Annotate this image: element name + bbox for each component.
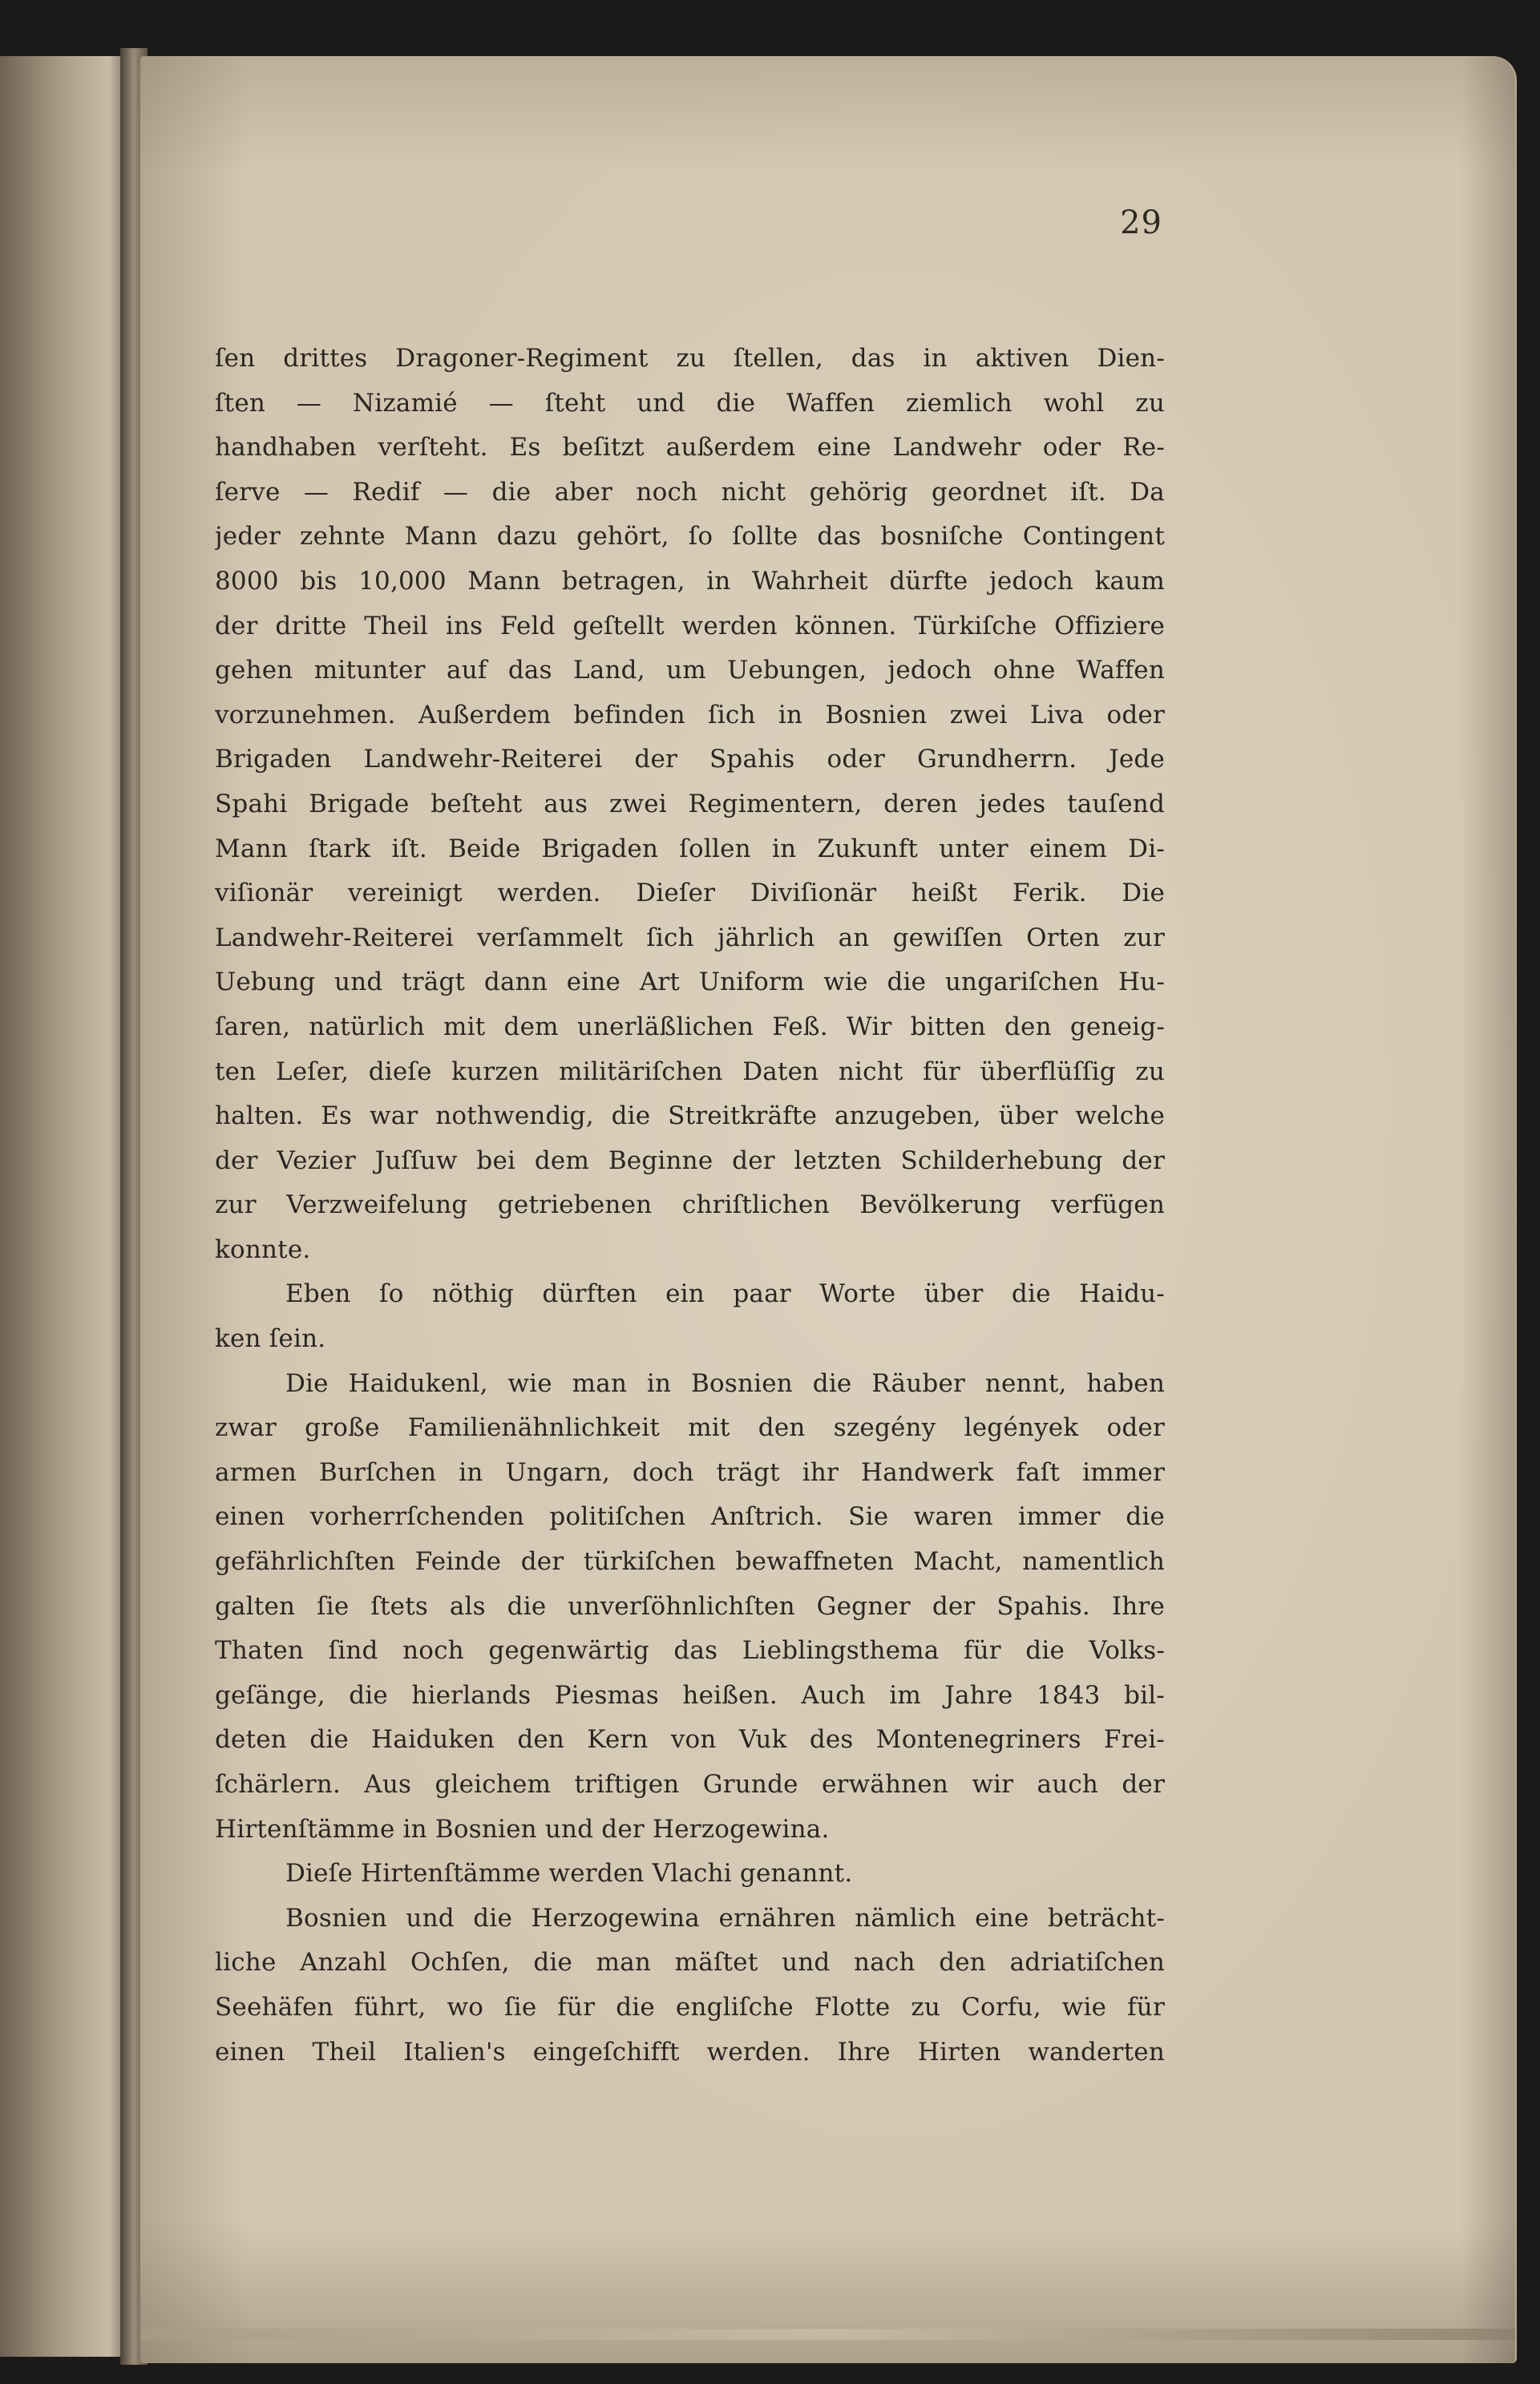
left-page-edge xyxy=(0,56,128,2357)
text-line: einen Theil Italien's eingeſchifft werden. Ihre Hirten wanderten xyxy=(215,2037,1165,2067)
text-line: Seehäfen führt, wo ſie für die engliſche Flotte zu Corfu, wie für xyxy=(215,1992,1165,2022)
text-line: Mann ſtark iſt. Beide Brigaden ſollen in Zukunft unter einem Di- xyxy=(215,834,1165,863)
text-line: halten. Es war nothwendig, die Streitkräfte anzugeben, über welche xyxy=(215,1101,1165,1131)
text-line: jeder zehnte Mann dazu gehört, ſo ſollte das bosniſche Contingent xyxy=(215,522,1165,552)
page-number: 29 xyxy=(1120,204,1162,241)
text-line: Hirtenſtämme in Bosnien und der Herzogewina. xyxy=(215,1814,830,1844)
text-line: ſen drittes Dragoner-Regiment zu ſtellen, das in aktiven Dien- xyxy=(215,344,1165,373)
text-line: gefährlichſten Feinde der türkiſchen bewaffneten Macht, namentlich xyxy=(215,1547,1165,1577)
text-line: der Vezier Juſſuw bei dem Beginne der letzten Schilderhebung der xyxy=(215,1146,1165,1175)
text-line: deten die Haiduken den Kern von Vuk des Montenegriners Frei- xyxy=(215,1725,1165,1755)
text-line: ten Leſer, dieſe kurzen militäriſchen Daten nicht für überflüſſig zu xyxy=(215,1057,1165,1086)
text-line: einen vorherrſchenden politiſchen Anſtrich. Sie waren immer die xyxy=(215,1502,1165,1532)
text-line: konnte. xyxy=(215,1234,311,1264)
body-text xyxy=(215,337,1165,2075)
text-line: vorzunehmen. Außerdem befinden ſich in Bosnien zwei Liva oder xyxy=(215,700,1165,729)
text-line: liche Anzahl Ochſen, die man mäſtet und nach den adriatiſchen xyxy=(215,1948,1165,1978)
page-bottom-edge xyxy=(140,2329,1515,2340)
text-line: zwar große Familienähnlichkeit mit den szegény legények oder xyxy=(215,1413,1165,1443)
text-line: Thaten ſind noch gegenwärtig das Lieblingsthema für die Volks- xyxy=(215,1636,1165,1666)
text-line: Uebung und trägt dann eine Art Uniform wie die ungariſchen Hu- xyxy=(215,968,1165,997)
text-line: der dritte Theil ins Feld geſtellt werden können. Türkiſche Offiziere xyxy=(215,611,1165,640)
text-line: ſerve — Redif — die aber noch nicht gehörig geordnet iſt. Da xyxy=(215,477,1165,507)
text-line: 8000 bis 10,000 Mann betragen, in Wahrheit dürfte jedoch kaum xyxy=(215,566,1165,596)
text-line: Brigaden Landwehr-Reiterei der Spahis oder Grundherrn. Jede xyxy=(215,745,1165,774)
text-line: ken ſein. xyxy=(215,1324,326,1354)
text-line: handhaben verſteht. Es beſitzt außerdem eine Landwehr oder Re- xyxy=(215,433,1165,463)
text-line: Dieſe Hirtenſtämme werden Vlachi genannt. xyxy=(285,1859,853,1889)
text-line: ſten — Nizamié — ſteht und die Waffen ziemlich wohl zu xyxy=(215,388,1165,418)
text-line: Spahi Brigade beſteht aus zwei Regimentern, deren jedes tauſend xyxy=(215,789,1165,818)
text-line: zur Verzweifelung getriebenen chriſtlichen Bevölkerung verfügen xyxy=(215,1190,1165,1220)
text-line: Eben ſo nöthig dürften ein paar Worte über die Haidu- xyxy=(285,1279,1165,1309)
text-line: Bosnien und die Herzogewina ernähren nämlich eine beträcht- xyxy=(285,1903,1165,1933)
text-line: geſänge, die hierlands Piesmas heißen. Auch im Jahre 1843 bil- xyxy=(215,1680,1165,1710)
text-line: Die Haidukenl, wie man in Bosnien die Räuber nennt, haben xyxy=(285,1368,1165,1398)
text-line: viſionär vereinigt werden. Dieſer Diviſionär heißt Ferik. Die xyxy=(215,879,1165,908)
text-line: ſaren, natürlich mit dem unerläßlichen Feß. Wir bitten den geneig- xyxy=(215,1012,1165,1041)
text-line: armen Burſchen in Ungarn, doch trägt ihr Handwerk faſt immer xyxy=(215,1457,1165,1487)
text-line: galten ſie ſtets als die unverſöhnlichſten Gegner der Spahis. Ihre xyxy=(215,1591,1165,1621)
text-line: gehen mitunter auf das Land, um Uebungen, jedoch ohne Waffen xyxy=(215,656,1165,685)
text-line: ſchärlern. Aus gleichem triftigen Grunde erwähnen wir auch der xyxy=(215,1770,1165,1799)
text-line: Landwehr-Reiterei verſammelt ſich jährlich an gewiſſen Orten zur xyxy=(215,923,1165,952)
